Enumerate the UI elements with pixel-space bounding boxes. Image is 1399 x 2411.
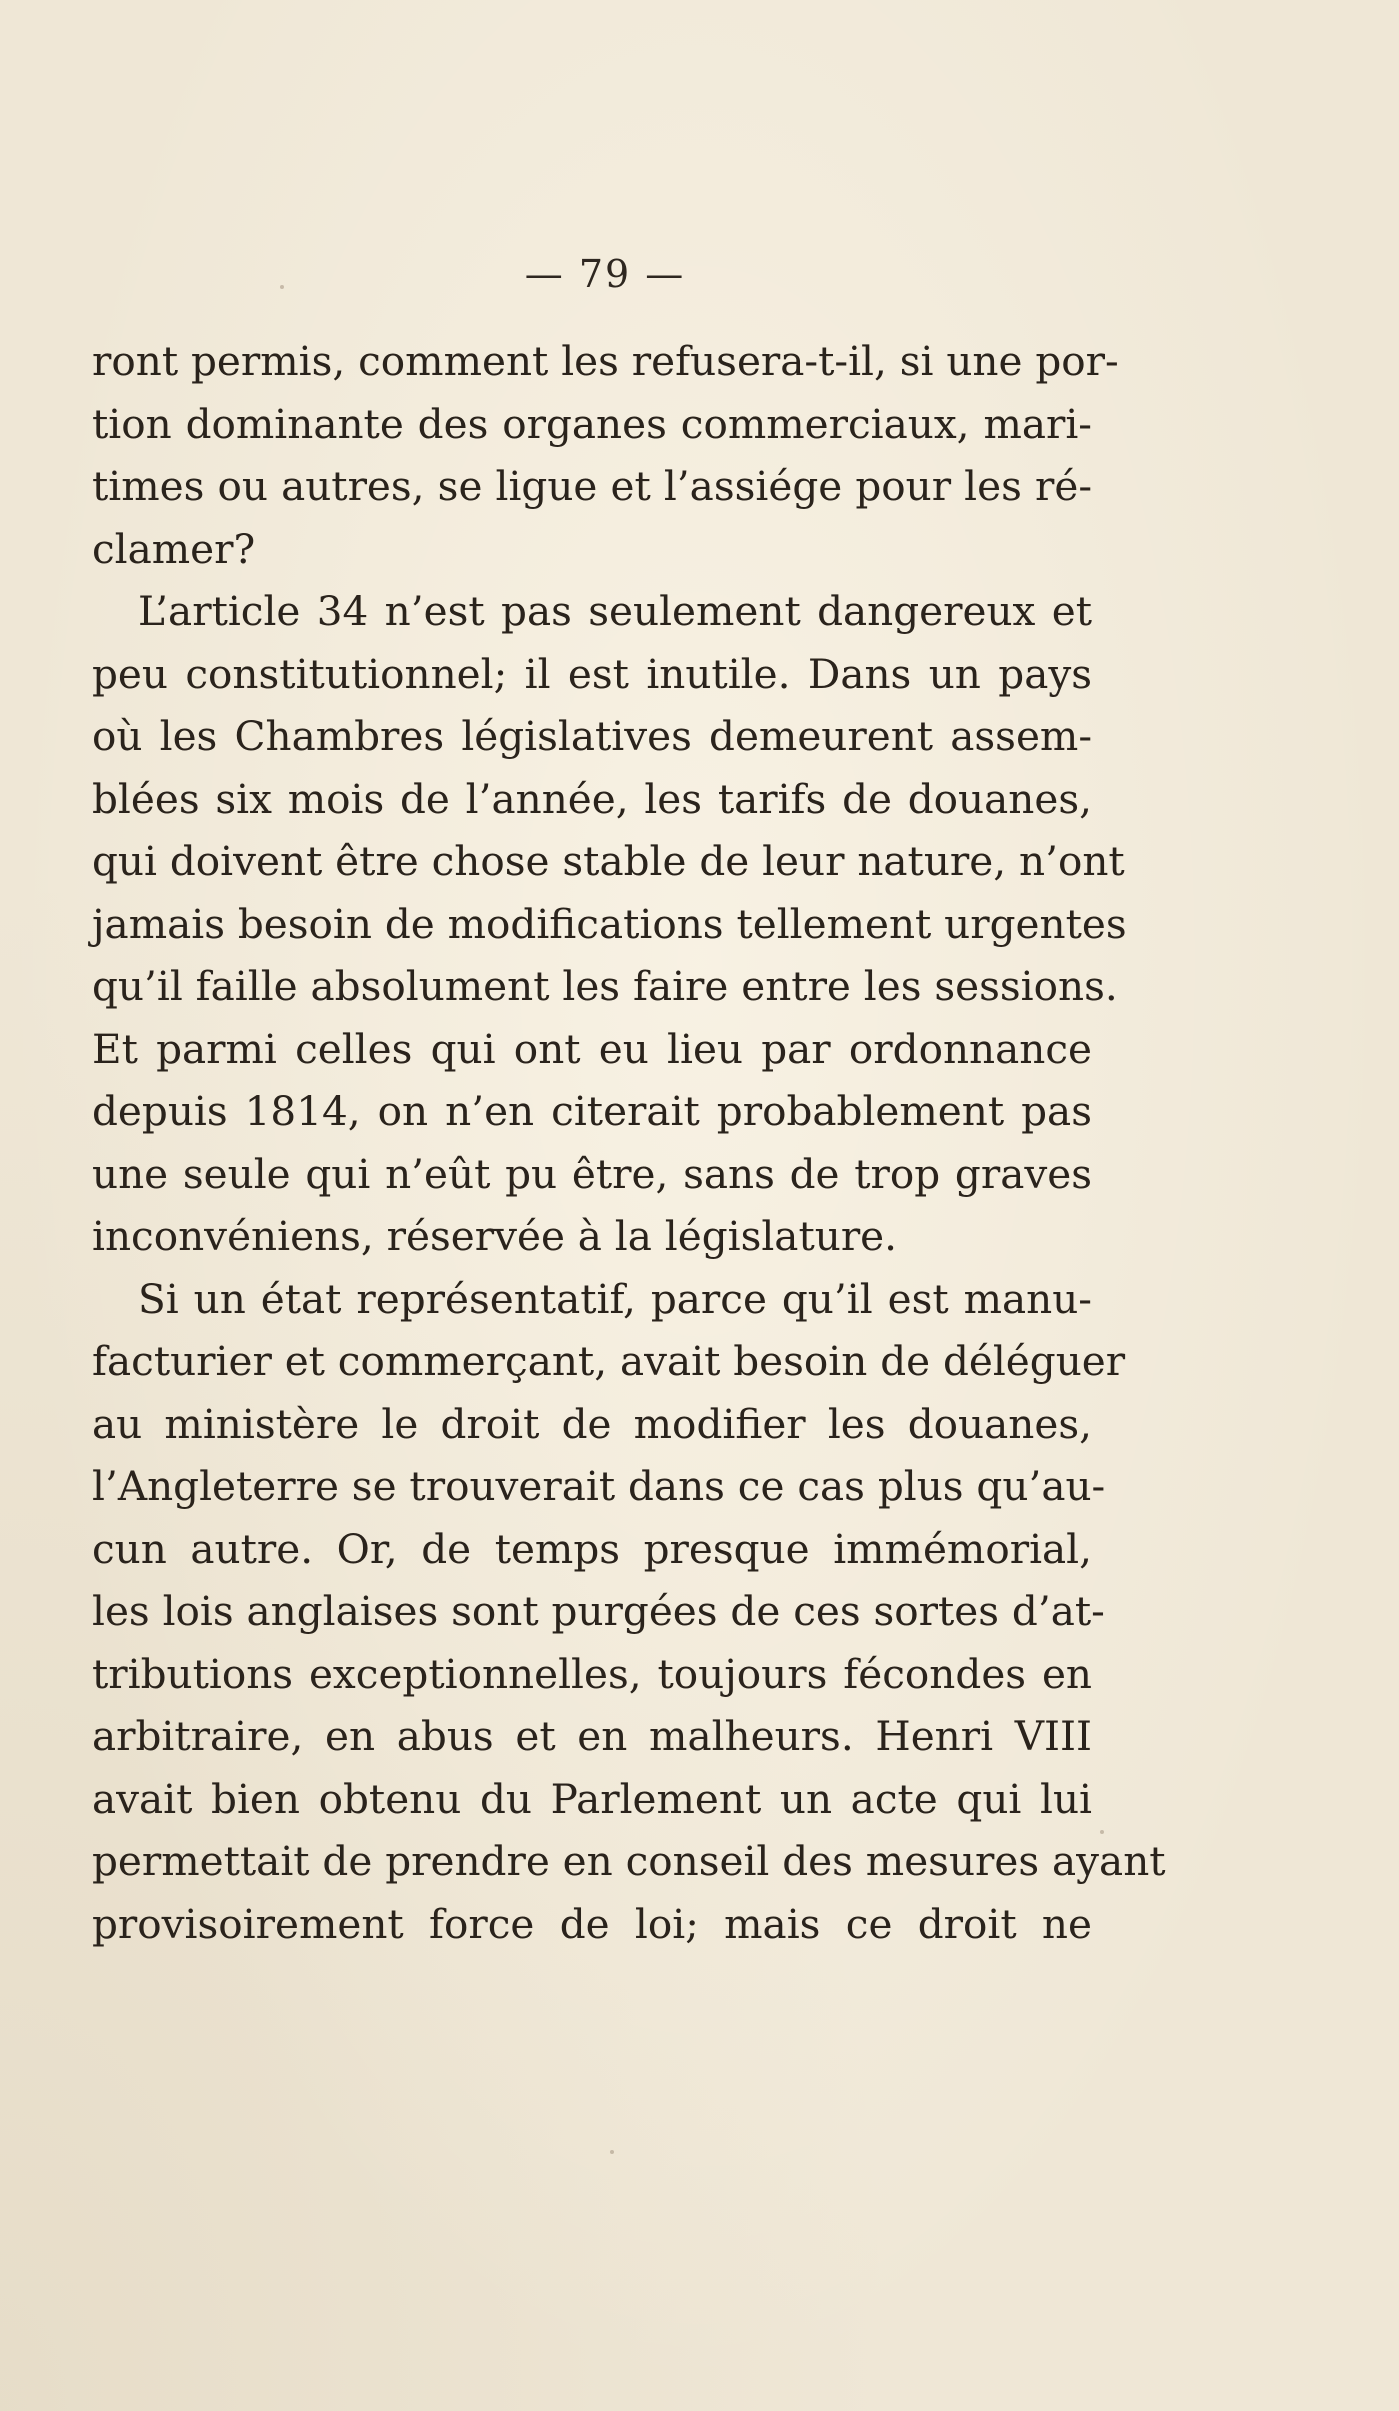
paper-speck: [1100, 1830, 1104, 1834]
paper-speck: [610, 2150, 614, 2154]
text-line: clamer?: [92, 524, 256, 573]
text-line: tion dominante des organes commerciaux, mari-: [92, 399, 1092, 448]
text-line: tributions exceptionnelles, toujours fécondes en: [92, 1649, 1092, 1698]
text-line: arbitraire, en abus et en malheurs. Henri VIII: [92, 1712, 1092, 1760]
text-line: ront permis, comment les refusera-t-il, si une por-: [92, 337, 1119, 385]
body-text: [92, 330, 1166, 1955]
text-line: jamais besoin de modifications tellement urgentes: [92, 899, 1127, 948]
text-line: Si un état représentatif, parce qu’il est manu-: [138, 1274, 1092, 1323]
text-line: qui doivent être chose stable de leur nature, n’ont: [92, 837, 1125, 885]
text-line: times ou autres, se ligue et l’assiége pour les ré-: [92, 462, 1092, 510]
text-line: au ministère le droit de modifier les douanes,: [92, 1399, 1092, 1448]
text-line: Et parmi celles qui ont eu lieu par ordonnance: [92, 1024, 1092, 1073]
text-line: les lois anglaises sont purgées de ces sortes d’at-: [92, 1587, 1105, 1635]
text-line: provisoirement force de loi; mais ce droit ne: [92, 1899, 1092, 1948]
text-line: peu constitutionnel; il est inutile. Dans un pays: [92, 649, 1092, 698]
text-line: où les Chambres législatives demeurent assem-: [92, 712, 1092, 760]
text-line: cun autre. Or, de temps presque immémorial,: [92, 1524, 1092, 1573]
text-line: blées six mois de l’année, les tarifs de douanes,: [92, 774, 1092, 823]
text-line: L’article 34 n’est pas seulement dangereux et: [138, 587, 1092, 635]
text-line: facturier et commerçant, avait besoin de déléguer: [92, 1337, 1126, 1385]
text-line: inconvéniens, réservée à la législature.: [92, 1212, 898, 1260]
paper-speck: [280, 285, 284, 289]
text-line: permettait de prendre en conseil des mesures ayant: [92, 1837, 1166, 1885]
text-line: l’Angleterre se trouverait dans ce cas plus qu’au-: [92, 1462, 1106, 1510]
text-line: une seule qui n’eût pu être, sans de trop graves: [92, 1149, 1092, 1198]
text-line: depuis 1814, on n’en citerait probablement pas: [92, 1087, 1092, 1135]
page-number: — 79 —: [524, 252, 686, 296]
text-line: qu’il faille absolument les faire entre les sessions.: [92, 962, 1118, 1010]
text-line: avait bien obtenu du Parlement un acte qui lui: [92, 1774, 1092, 1823]
